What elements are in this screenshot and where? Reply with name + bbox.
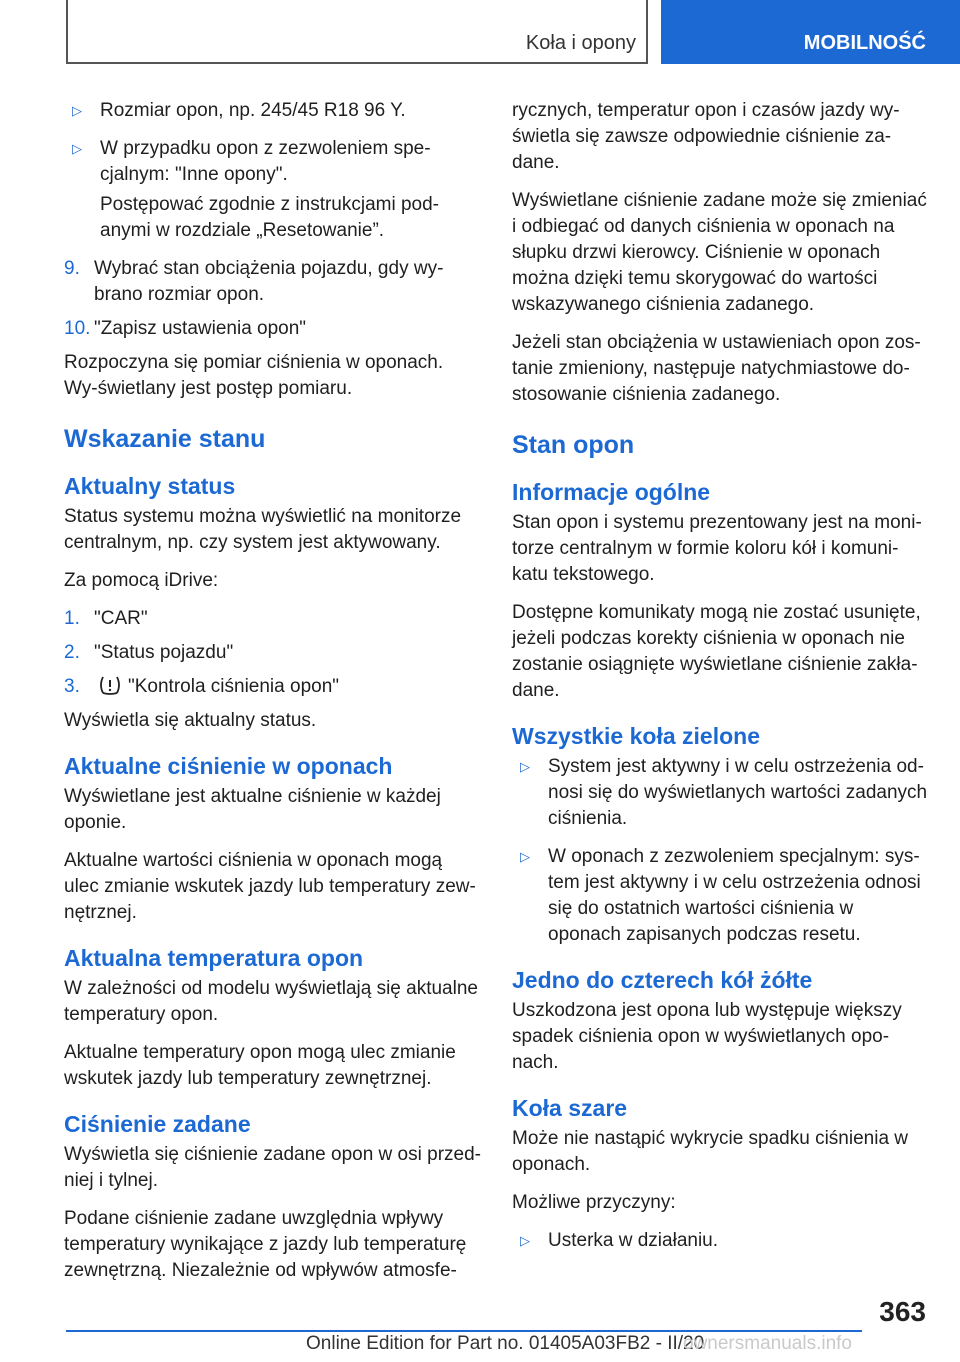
header-section-title: Koła i opony: [525, 32, 636, 54]
paragraph: Stan opon i systemu prezentowany jest na moni‐torze centralnym w formie koloru kół i komuni‐katu tekstowego.: [512, 512, 922, 585]
footer-divider: [66, 1330, 862, 1332]
list-item: ▷ W oponach z zezwoleniem specjalnym: sys‐tem jest aktywny i w celu ostrzeżenia odnosi się do ostatnich wartości ciśnienia w oponach zapisanych podczas resetu.: [512, 844, 930, 948]
list-item-note: Postępować zgodnie z instrukcjami pod‐anymi w rozdziale „Resetowanie”.: [100, 194, 440, 241]
paragraph: Rozpoczyna się pomiar ciśnienia w oponach. Wy‐świetlany jest postęp pomiaru.: [64, 352, 444, 399]
subsection-heading: Aktualna temperatura opon: [64, 945, 364, 971]
list-item: ▷ W przypadku opon z zezwoleniem spe‐cjalnym: "Inne opony".: [64, 136, 482, 188]
section-heading: Stan opon: [512, 431, 635, 459]
header-chapter-tab[interactable]: MOBILNOŚĆ: [661, 0, 960, 64]
paragraph: Aktualne wartości ciśnienia w oponach mogą ulec zmianie wskutek jazdy lub temperatury zew‐nętrznej.: [64, 850, 476, 923]
triangle-right-icon: ▷: [520, 849, 530, 864]
step-item: 1. "CAR": [64, 608, 148, 629]
paragraph: Dostępne komunikaty mogą nie zostać usunięte, jeżeli podczas korekty ciśnienia w oponach nie zostanie osiągnięte wyświetlane ciśnienie zakła‐dane.: [512, 602, 921, 701]
edition-text: Online Edition for Part no. 01405A03FB2 - II/20: [306, 1333, 705, 1354]
paragraph: Wyświetla się aktualny status.: [64, 710, 317, 731]
watermark: ownersmanuals.info: [683, 1333, 852, 1354]
paragraph: Aktualne temperatury opon mogą ulec zmianie wskutek jazdy lub temperatury zewnętrznej.: [64, 1042, 456, 1089]
paragraph: W zależności od modelu wyświetlają się aktualne temperatury opon.: [64, 978, 478, 1025]
list-item: ▷ System jest aktywny i w celu ostrzeżenia od‐nosi się do wyświetlanych wartości zadanych ciśnienia.: [512, 754, 930, 832]
subsection-heading: Aktualny status: [64, 473, 236, 499]
triangle-right-icon: ▷: [72, 141, 82, 156]
subsection-heading: Aktualne ciśnienie w oponach: [64, 753, 393, 779]
paragraph: Możliwe przyczyny:: [512, 1192, 676, 1213]
paragraph: Może nie nastąpić wykrycie spadku ciśnienia w oponach.: [512, 1128, 909, 1175]
list-item: ▷ Rozmiar opon, np. 245/45 R18 96 Y.: [64, 98, 482, 124]
subsection-heading: Ciśnienie zadane: [64, 1111, 251, 1137]
step-item: 9. Wybrać stan obciążenia pojazdu, gdy wy‐brano rozmiar opon.: [64, 258, 444, 305]
paragraph: Jeżeli stan obciążenia w ustawieniach opon zos‐tanie zmieniony, następuje natychmiastowe do‐stosowanie ciśnienia zadanego.: [512, 332, 921, 405]
paragraph: Za pomocą iDrive:: [64, 570, 219, 591]
tire-pressure-warning-icon: [98, 675, 122, 695]
triangle-right-icon: ▷: [520, 759, 530, 774]
step-item: 2. "Status pojazdu": [64, 642, 234, 663]
step-item: 3. "Kontrola ciśnienia opon": [64, 676, 340, 697]
paragraph: rycznych, temperatur opon i czasów jazdy wy‐świetla się zawsze odpowiednie ciśnienie za‐dane.: [512, 100, 900, 173]
subsection-heading: Wszystkie koła zielone: [512, 723, 760, 749]
paragraph: Wyświetla się ciśnienie zadane opon w osi przed‐niej i tylnej.: [64, 1144, 481, 1191]
paragraph: Wyświetlane jest aktualne ciśnienie w każdej oponie.: [64, 786, 441, 833]
subsection-heading: Informacje ogólne: [512, 479, 711, 505]
section-heading: Wskazanie stanu: [64, 425, 266, 453]
left-column: [64, 98, 482, 1296]
paragraph: Wyświetlane ciśnienie zadane może się zmieniać i odbiegać od danych ciśnienia w oponach na słupku drzwi kierowcy. Ciśnienie w oponach można dzięki temu skorygować do wartości wskazywanego ciśnienia zadanego.: [512, 190, 927, 315]
paragraph: Uszkodzona jest opona lub występuje większy spadek ciśnienia opon w wyświetlanych opo‐nach.: [512, 1000, 902, 1073]
triangle-right-icon: ▷: [72, 103, 82, 118]
paragraph: Status systemu można wyświetlić na monitorze centralnym, np. czy system jest aktywowany.: [64, 506, 462, 553]
page-number: 363: [879, 1296, 926, 1327]
right-column: [512, 98, 930, 1266]
paragraph: Podane ciśnienie zadane uwzględnia wpływy temperatury wynikające z jazdy lub temperaturę zewnętrzną. Niezależnie od wpływów atmosfe‐: [64, 1208, 467, 1281]
subsection-heading: Koła szare: [512, 1095, 628, 1121]
step-item: 10. "Zapisz ustawienia opon": [64, 318, 307, 339]
list-item: ▷ Usterka w działaniu.: [512, 1228, 930, 1254]
subsection-heading: Jedno do czterech kół żółte: [512, 967, 813, 993]
triangle-right-icon: ▷: [520, 1233, 530, 1248]
